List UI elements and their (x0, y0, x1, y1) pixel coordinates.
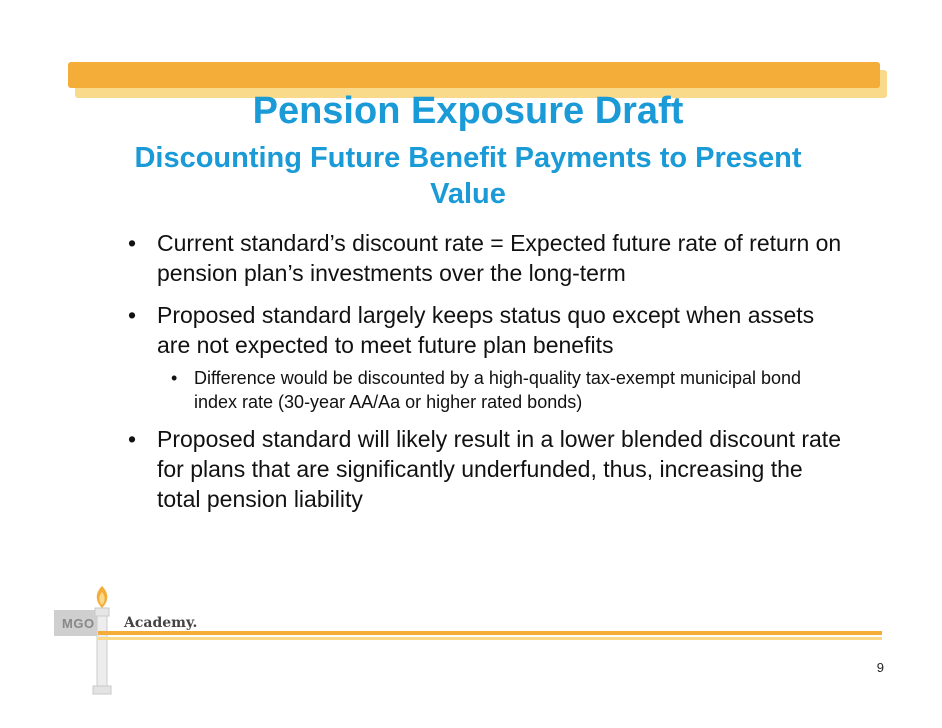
bullet-list (124, 228, 844, 526)
footer-rule (98, 631, 882, 635)
logo-academy-text: Academy. (124, 615, 198, 631)
torch-icon (54, 578, 214, 703)
sub-bullet-item: • Difference would be discounted by a high-quality tax-exempt municipal bond index rate (30-year AA/Aa or higher rated bonds) (124, 366, 844, 414)
header-bar (68, 62, 880, 88)
mgo-academy-logo (54, 578, 214, 703)
page-number: 9 (876, 660, 884, 675)
footer-rule-light (98, 637, 882, 640)
bullet-item: • Current standard’s discount rate = Expected future rate of return on pension plan’s investments over the long-term (124, 228, 844, 288)
bullet-item: • Proposed standard will likely result in a lower blended discount rate for plans that are significantly underfunded, thus, increasing the total pension liability (124, 424, 844, 514)
slide-subtitle: Discounting Future Benefit Payments to Present Value (134, 142, 802, 210)
slide-title: Pension Exposure Draft (252, 90, 684, 132)
logo-mgo-text: MGO (62, 616, 95, 631)
bullet-item: • Proposed standard largely keeps status quo except when assets are not expected to meet future plan benefits (124, 300, 844, 360)
